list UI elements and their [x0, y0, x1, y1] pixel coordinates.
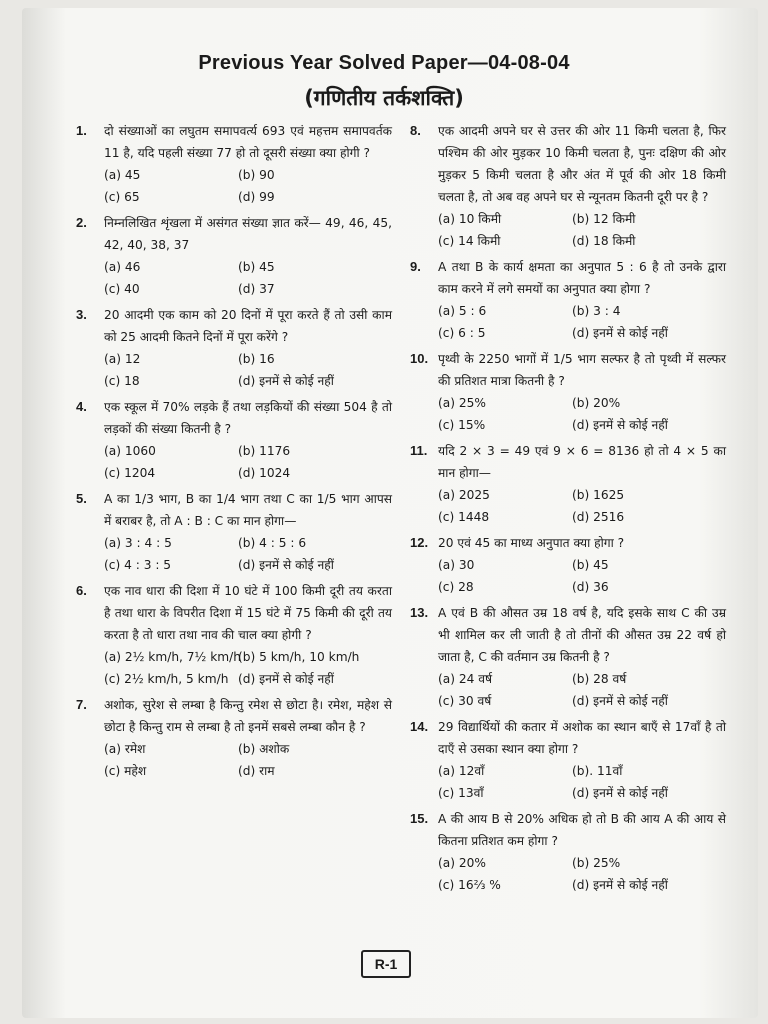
question-number: 11.: [410, 443, 428, 458]
option-grid: [104, 256, 392, 300]
question-text: पृथ्वी के 2250 भागों में 1/5 भाग सल्फर है तो पृथ्वी में सल्फर की प्रतिशत मात्रा कितनी है ?: [438, 352, 726, 388]
option-a: (a) 3 : 4 : 5: [104, 536, 172, 550]
question-13: [410, 602, 726, 712]
option-c: (c) 1448: [438, 510, 490, 524]
question-number: 8.: [410, 123, 421, 138]
question-8: [410, 120, 726, 252]
question-14: [410, 716, 726, 804]
option-a: (a) 2025: [438, 488, 490, 502]
question-text: 20 एवं 45 का माध्य अनुपात क्या होगा ?: [438, 536, 625, 550]
option-c: (c) 15%: [438, 418, 486, 432]
option-grid: [438, 668, 726, 712]
question-15: [410, 808, 726, 896]
option-a: (a) 10 किमी: [438, 212, 502, 226]
option-grid: [104, 348, 392, 392]
option-grid: [438, 760, 726, 804]
question-number: 3.: [76, 307, 87, 322]
option-d: (d) 37: [238, 282, 275, 296]
option-grid: [438, 208, 726, 252]
option-a: (a) 25%: [438, 396, 486, 410]
option-a: (a) 45: [104, 168, 141, 182]
option-a: (a) 20%: [438, 856, 486, 870]
option-a: (a) 12: [104, 352, 141, 366]
question-text: एक आदमी अपने घर से उत्तर की ओर 11 किमी चलता है, फिर पश्चिम की ओर मुड़कर 10 किमी चलता है, पुनः दक्षिण की ओर मुड़कर 5 किमी चलता है और अंत में पूर्व की ओर 18 किमी चलता है, तो अब वह अपने घर से न्यूनतम कितनी दूरी पर है ?: [438, 124, 726, 204]
question-number: 2.: [76, 215, 87, 230]
question-5: [76, 488, 392, 576]
option-a: (a) 46: [104, 260, 141, 274]
option-d: (d) इनमें से कोई नहीं: [238, 374, 334, 388]
option-b: (b) 90: [238, 168, 275, 182]
option-grid: [438, 300, 726, 344]
option-a: (a) 30: [438, 558, 475, 572]
option-c: (c) 65: [104, 190, 140, 204]
option-d: (d) 36: [572, 580, 609, 594]
question-10: [410, 348, 726, 436]
option-grid: [104, 646, 392, 690]
question-9: [410, 256, 726, 344]
question-7: [76, 694, 392, 782]
option-d: (d) 18 किमी: [572, 234, 636, 248]
option-d: (d) 99: [238, 190, 275, 204]
option-d: (d) राम: [238, 764, 275, 778]
option-a: (a) 1060: [104, 444, 156, 458]
question-text: यदि 2 × 3 = 49 एवं 9 × 6 = 8136 हो तो 4 × 5 का मान होगा—: [438, 444, 726, 480]
option-a: (a) 2½ km/h, 7½ km/h: [104, 650, 242, 664]
spacer: [410, 896, 726, 900]
question-number: 9.: [410, 259, 421, 274]
option-c: (c) महेश: [104, 764, 147, 778]
question-text: दो संख्याओं का लघुतम समापवर्त्य 693 एवं महत्तम समापवर्तक 11 है, यदि पहली संख्या 77 हो तो दूसरी संख्या क्या होगी ?: [104, 124, 392, 160]
question-4: [76, 396, 392, 484]
option-a: (a) 24 वर्ष: [438, 672, 493, 686]
option-b: (b) 25%: [572, 856, 621, 870]
page-title: Previous Year Solved Paper—04-08-04: [198, 52, 570, 74]
question-text: 29 विद्यार्थियों की कतार में अशोक का स्थान बाएँ से 17वाँ है तो दाएँ से उसका स्थान क्या होगा ?: [438, 720, 726, 756]
option-d: (d) इनमें से कोई नहीं: [238, 558, 334, 572]
question-11: [410, 440, 726, 528]
question-text: एक नाव धारा की दिशा में 10 घंटे में 100 किमी दूरी तय करता है तथा धारा के विपरीत दिशा में 15 घंटे में 75 किमी की दूरी तय करता है तो धारा तथा नाव की चाल क्या होगी ?: [104, 584, 392, 642]
question-number: 1.: [76, 123, 87, 138]
right-column: [410, 120, 726, 900]
option-b: (b) 45: [238, 260, 275, 274]
question-number: 14.: [410, 719, 429, 734]
option-b: (b) 45: [572, 558, 609, 572]
option-b: (b) 1176: [238, 444, 291, 458]
question-text: A तथा B के कार्य क्षमता का अनुपात 5 : 6 है तो उनके द्वारा काम करने में लगे समयों का अनुपात क्या होगा ?: [438, 260, 726, 296]
option-a: (a) 12वाँ: [438, 764, 485, 778]
option-d: (d) इनमें से कोई नहीं: [572, 326, 668, 340]
question-1: [76, 120, 392, 208]
question-text: A एवं B की औसत उम्र 18 वर्ष है, यदि इसके साथ C की उम्र भी शामिल कर ली जाती है तो तीनों की औसत उम्र 22 वर्ष हो जाता है, C की वर्तमान उम्र कितनी है ?: [438, 606, 726, 664]
option-d: (d) इनमें से कोई नहीं: [572, 878, 668, 892]
question-number: 4.: [76, 399, 87, 414]
question-text: अशोक, सुरेश से लम्बा है किन्तु रमेश से छोटा है। रमेश, महेश से छोटा है किन्तु राम से लम्बा है तो इनमें सबसे लम्बा कौन है ?: [104, 698, 392, 734]
question-text: 20 आदमी एक काम को 20 दिनों में पूरा करते हैं तो उसी काम को 25 आदमी कितने दिनों में पूरा करेंगे ?: [104, 308, 392, 344]
page-number-badge: R-1: [361, 950, 411, 978]
option-c: (c) 28: [438, 580, 474, 594]
option-d: (d) इनमें से कोई नहीं: [572, 418, 668, 432]
question-number: 12.: [410, 535, 429, 550]
option-grid: [104, 532, 392, 576]
page-subtitle: (गणितीय तर्कशक्ति): [304, 86, 464, 110]
option-b: (b) 4 : 5 : 6: [238, 536, 307, 550]
option-grid: [104, 440, 392, 484]
option-c: (c) 16⅔ %: [438, 878, 501, 892]
option-c: (c) 2½ km/h, 5 km/h: [104, 672, 229, 686]
option-d: (d) इनमें से कोई नहीं: [238, 672, 334, 686]
question-3: [76, 304, 392, 392]
option-c: (c) 4 : 3 : 5: [104, 558, 172, 572]
option-b: (b) 28 वर्ष: [572, 672, 627, 686]
option-grid: [438, 852, 726, 896]
question-text: A का 1/3 भाग, B का 1/4 भाग तथा C का 1/5 भाग आपस में बराबर है, तो A : B : C का मान होगा—: [104, 492, 392, 528]
question-number: 13.: [410, 605, 429, 620]
option-a: (a) रमेश: [104, 742, 146, 756]
option-b: (b) 16: [238, 352, 275, 366]
question-6: [76, 580, 392, 690]
option-grid: [438, 484, 726, 528]
option-b: (b) 1625: [572, 488, 625, 502]
option-c: (c) 30 वर्ष: [438, 694, 492, 708]
option-b: (b) 5 km/h, 10 km/h: [238, 650, 360, 664]
option-grid: [104, 738, 392, 782]
question-number: 10.: [410, 351, 429, 366]
option-b: (b) अशोक: [238, 742, 290, 756]
option-d: (d) 1024: [238, 466, 291, 480]
option-grid: [104, 164, 392, 208]
left-column: [76, 120, 392, 786]
question-text: एक स्कूल में 70% लड़के हैं तथा लड़कियों की संख्या 504 है तो लड़कों की संख्या कितनी है ?: [104, 400, 392, 436]
option-b: (b) 12 किमी: [572, 212, 636, 226]
option-b: (b) 3 : 4: [572, 304, 621, 318]
option-grid: [438, 392, 726, 436]
question-12: [410, 532, 726, 598]
option-c: (c) 13वाँ: [438, 786, 484, 800]
option-b: (b) 20%: [572, 396, 621, 410]
option-c: (c) 18: [104, 374, 140, 388]
option-c: (c) 14 किमी: [438, 234, 501, 248]
spacer: [76, 782, 392, 786]
question-number: 7.: [76, 697, 87, 712]
option-d: (d) इनमें से कोई नहीं: [572, 786, 668, 800]
option-d: (d) 2516: [572, 510, 625, 524]
question-number: 15.: [410, 811, 429, 826]
question-text: A की आय B से 20% अधिक हो तो B की आय A की आय से कितना प्रतिशत कम होगा ?: [438, 812, 726, 848]
option-b: (b). 11वाँ: [572, 764, 623, 778]
option-a: (a) 5 : 6: [438, 304, 487, 318]
option-c: (c) 1204: [104, 466, 156, 480]
question-text: निम्नलिखित शृंखला में असंगत संख्या ज्ञात करें— 49, 46, 45, 42, 40, 38, 37: [104, 216, 392, 252]
option-grid: [438, 554, 726, 598]
question-number: 6.: [76, 583, 87, 598]
question-number: 5.: [76, 491, 87, 506]
option-d: (d) इनमें से कोई नहीं: [572, 694, 668, 708]
option-c: (c) 6 : 5: [438, 326, 486, 340]
option-c: (c) 40: [104, 282, 140, 296]
question-2: [76, 212, 392, 300]
